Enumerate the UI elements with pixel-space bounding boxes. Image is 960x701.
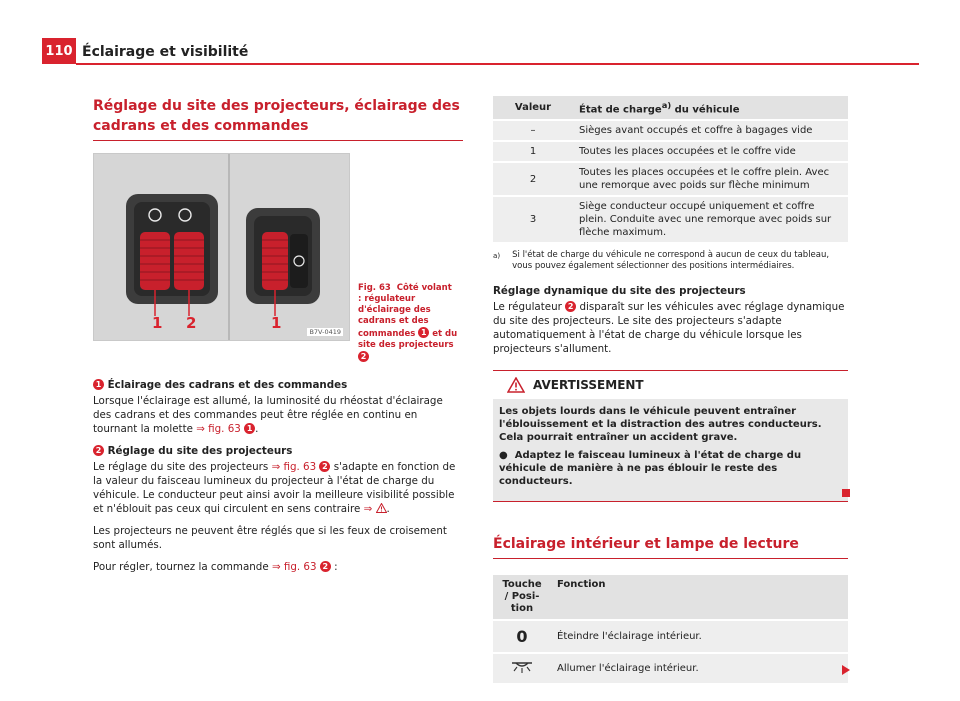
footnote-text: Si l'état de charge du véhicule ne correspond à aucun de ceux du tableau, vous pouvez également sélectionner des positions intermédiaires. <box>512 250 830 272</box>
warning-body <box>493 399 848 501</box>
table-row <box>493 620 848 653</box>
para3: Les projecteurs ne peuvent être réglés que si les feux de croisement sont allumés. <box>93 525 447 551</box>
section2-title: Éclairage intérieur et lampe de lecture <box>493 534 848 559</box>
callout-1: 1 <box>244 423 255 434</box>
warning-bullet-text: Adaptez le faisceau lumineux à l'état de charge du véhicule de manière à ne pas éblouir le reste des conducteurs. <box>499 450 802 488</box>
continue-arrow-icon <box>842 665 850 675</box>
cell-icon <box>493 653 551 684</box>
table-row <box>493 120 848 141</box>
callout-2: 2 <box>320 561 331 572</box>
lighting-table-wrap <box>493 575 848 685</box>
warning-box <box>493 370 848 502</box>
cell-value: 2 <box>493 162 573 196</box>
callout-1: 1 <box>418 327 429 338</box>
col-etat-end: du véhicule <box>674 104 740 116</box>
fig-ref-link[interactable]: ⇒ fig. 63 <box>196 423 241 435</box>
cell-value: 1 <box>493 141 573 162</box>
callout-1: 1 <box>93 379 104 390</box>
dynamic-text-a: Le régulateur <box>493 301 562 314</box>
figure-code: B7V-0419 <box>309 328 341 336</box>
para4-colon: : <box>334 561 338 573</box>
lighting-table <box>493 575 848 685</box>
figure-caption-text-b: et du site des projecteurs <box>358 329 458 350</box>
col-touche: Touche / Position <box>493 575 551 620</box>
dynamic-text-b: disparaît sur les véhicules avec réglage dynamique du site des projecteurs. Le site des projecteurs s'adapte automatiquement à l'état de charge du véhicule lorsque les projecteurs s'allument. <box>493 301 845 356</box>
right-column <box>493 96 848 685</box>
table-row <box>493 162 848 196</box>
fig-ref-link[interactable]: ⇒ fig. 63 <box>271 461 317 473</box>
warning-header <box>493 371 848 399</box>
interior-light-icon <box>509 660 535 674</box>
para4-text: Pour régler, tournez la commande <box>93 561 269 573</box>
cell-text: Éteindre l'éclairage intérieur. <box>551 620 848 653</box>
cell-text: Siège conducteur occupé uniquement et coffre plein. Conduite avec une remorque avec poids sur flèche maximum. <box>573 196 848 243</box>
figure-caption <box>358 153 458 364</box>
warning-triangle-icon <box>376 503 387 513</box>
col-valeur: Valeur <box>493 96 573 120</box>
item2-heading <box>93 444 463 458</box>
table-row <box>493 653 848 684</box>
item2-text-a: Le réglage du site des projecteurs <box>93 461 269 473</box>
dynamic-paragraph <box>493 300 848 356</box>
figure-63 <box>93 153 350 341</box>
callout-2: 2 <box>319 461 330 472</box>
item1-heading <box>93 378 463 392</box>
callout-2: 2 <box>565 301 576 312</box>
item2-title: Réglage du site des projecteurs <box>107 445 293 457</box>
col-etat-text: État de charge <box>579 104 662 116</box>
header-rule <box>76 63 919 65</box>
cell-text: Allumer l'éclairage intérieur. <box>551 653 848 684</box>
section-title: Réglage du site des projecteurs, éclairage des cadrans et des commandes <box>93 96 463 141</box>
figure-block <box>93 153 463 364</box>
item1-title: Éclairage des cadrans et des commandes <box>107 379 348 391</box>
warning-ref-link[interactable]: ⇒ <box>364 503 387 515</box>
cell-icon <box>493 620 551 653</box>
chapter-title: Éclairage et visibilité <box>82 44 249 60</box>
callout-2: 2 <box>358 351 369 362</box>
zero-position-icon: 0 <box>516 627 528 647</box>
table-row <box>493 196 848 243</box>
figure-callout-1: 1 <box>152 314 163 332</box>
col-etat <box>573 96 848 120</box>
cell-text: Sièges avant occupés et coffre à bagages vide <box>573 120 848 141</box>
item2-paragraph: Le réglage du site des projecteurs ⇒ fig. 63 2 s'adapte en fonction de la valeur du faisceau lumineux du projecteur à l'état de charge du véhicule. Le conducteur peut ainsi avoir la meilleure visibilité possible et n'éblouit pas ceux qui circulent en sens contraire ⇒ . <box>93 461 456 515</box>
figure-callout-1-right: 1 <box>271 314 282 332</box>
warning-triangle-icon <box>507 377 525 393</box>
footnote <box>493 250 848 272</box>
cell-value: 3 <box>493 196 573 243</box>
warning-title: AVERTISSEMENT <box>533 378 644 393</box>
fig-ref-link[interactable]: ⇒ fig. 63 <box>271 561 317 573</box>
dynamic-heading: Réglage dynamique du site des projecteurs <box>493 285 746 298</box>
control-wheels-illustration <box>94 154 350 341</box>
page-number: 110 <box>42 38 76 64</box>
left-column <box>93 96 463 582</box>
para4 <box>93 560 463 574</box>
figure-callout-2: 2 <box>186 314 197 332</box>
footnote-mark: a) <box>493 251 501 261</box>
warning-bullet: ● Adaptez le faisceau lumineux à l'état de charge du véhicule de manière à ne pas éblouir le reste des conducteurs. <box>499 450 802 488</box>
table-header-row <box>493 96 848 120</box>
item2-text-b: s'adapte en fonction de la valeur du faisceau lumineux du projecteur à l'état de charge du véhicule. Le conducteur peut ainsi avoir la meilleure visibilité possible et n'éblouit pas ceux qui circulent en sens contraire <box>93 461 456 515</box>
callout-2: 2 <box>93 445 104 456</box>
item1-paragraph: Lorsque l'éclairage est allumé, la luminosité du rhéostat d'éclairage des cadrans et des commandes peut être réglée en continu en tournant la molette ⇒ fig. 63 1 . <box>93 395 443 435</box>
col-fonction: Fonction <box>551 575 848 620</box>
figure-caption-text-a: Côté volant : régulateur d'éclairage des cadrans et des commandes <box>358 283 452 339</box>
warning-text: Les objets lourds dans le véhicule peuvent entraîner l'éblouissement et la distraction des autres conducteurs. Cela pourrait entraîner un accident grave. <box>499 406 822 444</box>
item1-text: Lorsque l'éclairage est allumé, la luminosité du rhéostat d'éclairage des cadrans et des commandes peut être réglée en continu en tournant la molette <box>93 395 443 435</box>
table-header-row <box>493 575 848 620</box>
load-table <box>493 96 848 244</box>
end-marker <box>842 489 850 497</box>
cell-text: Toutes les places occupées et le coffre plein. Avec une remorque avec poids sur flèche minimum <box>573 162 848 196</box>
cell-text: Toutes les places occupées et le coffre vide <box>573 141 848 162</box>
col-etat-sup: a) <box>661 100 672 110</box>
figure-label: Fig. 63 <box>358 283 391 293</box>
table-row <box>493 141 848 162</box>
cell-value: – <box>493 120 573 141</box>
